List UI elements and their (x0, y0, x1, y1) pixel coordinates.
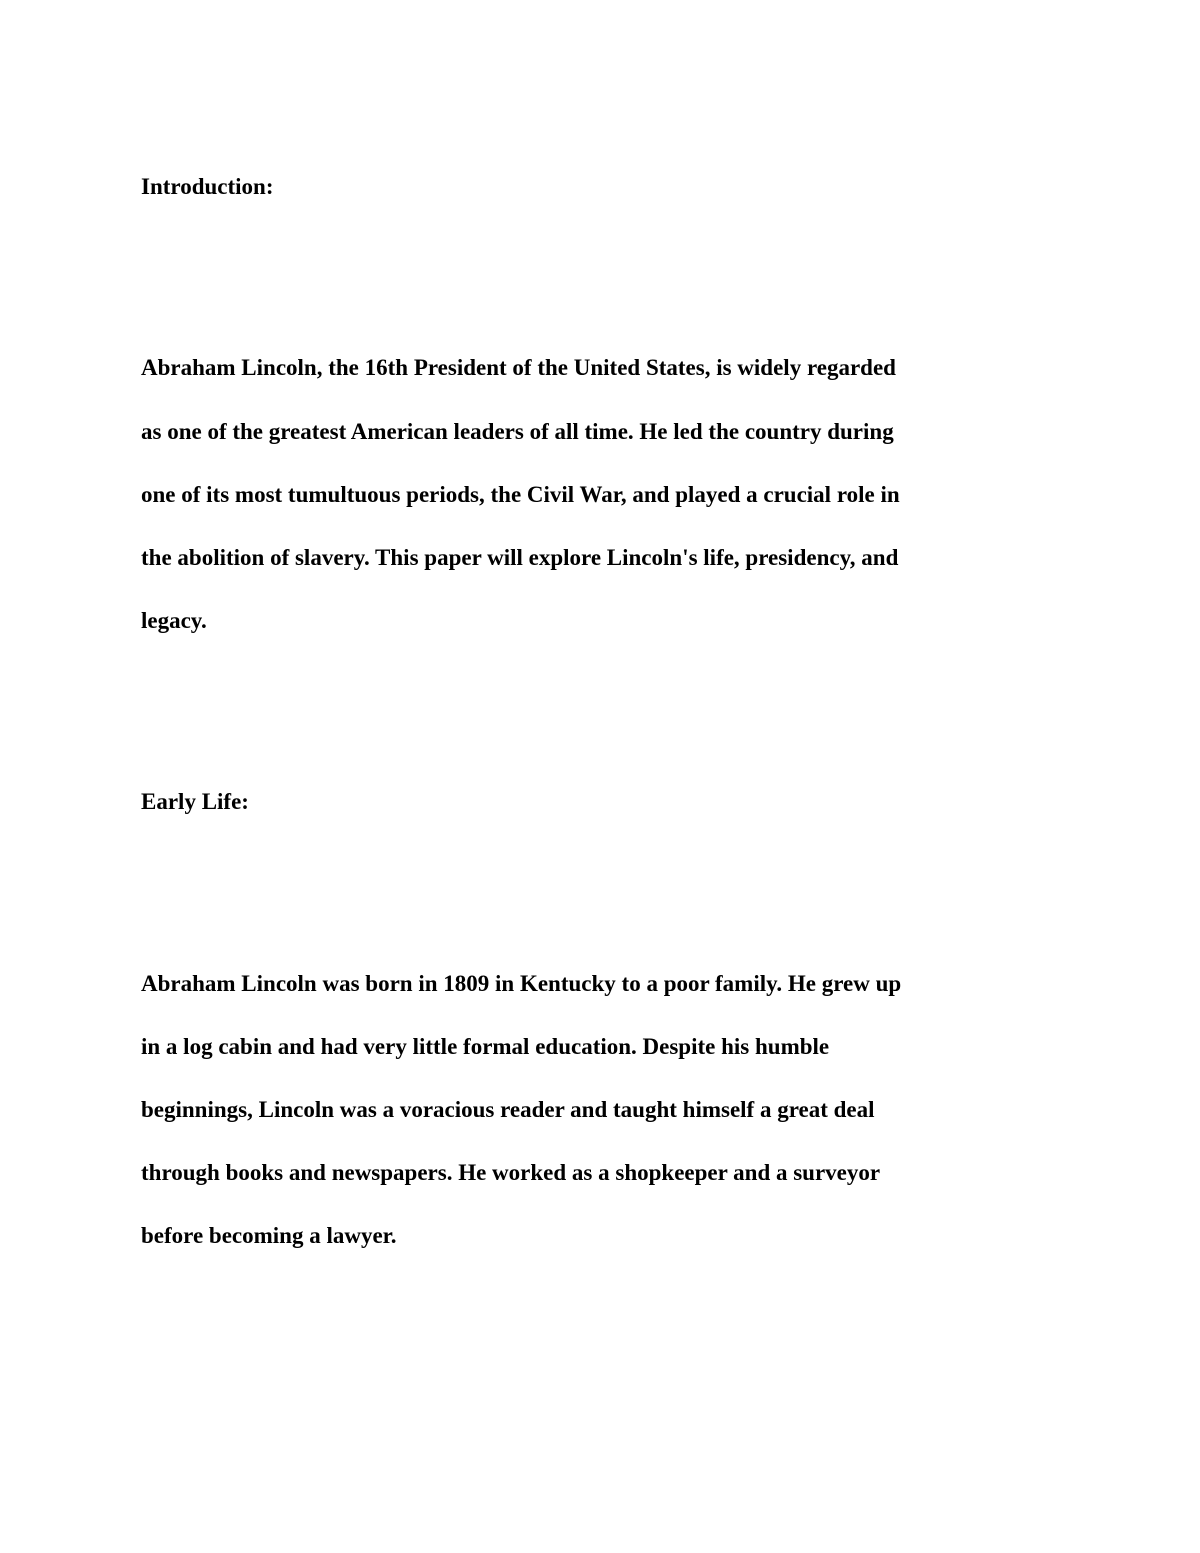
paragraph-line: before becoming a lawyer. (141, 1223, 397, 1248)
paragraph-line: in a log cabin and had very little formal education. Despite his humble (141, 1034, 830, 1059)
section-heading-early-life: Early Life: (141, 789, 249, 814)
section-heading-introduction: Introduction: (141, 174, 274, 199)
paragraph-line: through books and newspapers. He worked as a shopkeeper and a surveyor (141, 1160, 881, 1185)
paragraph-line: legacy. (141, 608, 207, 633)
paragraph-line: one of its most tumultuous periods, the Civil War, and played a crucial role in (141, 482, 900, 507)
paragraph-line: Abraham Lincoln was born in 1809 in Kentucky to a poor family. He grew up (141, 971, 902, 996)
paragraph-line: Abraham Lincoln, the 16th President of the United States, is widely regarded (141, 355, 896, 380)
paragraph-line: beginnings, Lincoln was a voracious reader and taught himself a great deal (141, 1097, 875, 1122)
paragraph-line: as one of the greatest American leaders of all time. He led the country during (141, 419, 894, 444)
paragraph-line: the abolition of slavery. This paper will explore Lincoln's life, presidency, and (141, 545, 899, 570)
